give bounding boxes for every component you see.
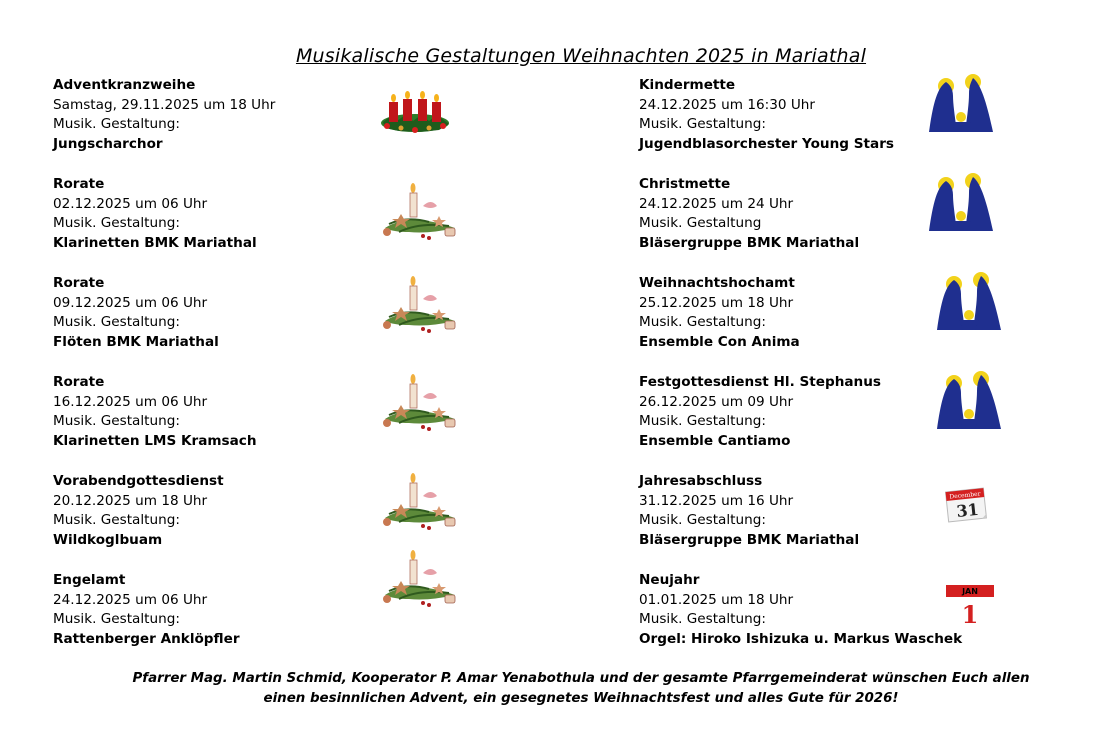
event-date: 02.12.2025 um 06 Uhr (53, 195, 208, 212)
page-title: Musikalische Gestaltungen Weihnachten 2025 in Mariathal (295, 45, 867, 67)
calendar-month: JAN (962, 587, 978, 596)
candle-decoration-icon (379, 182, 463, 246)
event-name: Festgottesdienst Hl. Stephanus (639, 374, 881, 390)
music-label: Musik. Gestaltung: (639, 512, 766, 529)
music-group: Rattenberger Anklöpfler (53, 631, 240, 648)
event-date: 20.12.2025 um 18 Uhr (53, 492, 208, 509)
event-date: 26.12.2025 um 09 Uhr (639, 393, 794, 410)
left-event-column (53, 76, 593, 670)
event-name: Jahresabschluss (639, 473, 763, 489)
music-group: Jungscharchor (53, 136, 163, 153)
music-group: Ensemble Cantiamo (639, 433, 791, 450)
event-entry (639, 76, 1099, 175)
calendar-december-icon (943, 486, 989, 524)
music-group: Flöten BMK Mariathal (53, 334, 219, 351)
event-entry (53, 373, 593, 472)
music-label: Musik. Gestaltung: (53, 611, 180, 628)
event-name: Neujahr (639, 572, 700, 588)
footer-greeting-line: Pfarrer Mag. Martin Schmid, Kooperator P. Amar Yenabothula und der gesamte Pfarrgemeinderat wünschen Euch allen (132, 671, 1030, 686)
music-group: Bläsergruppe BMK Mariathal (639, 235, 860, 252)
event-entry (639, 175, 1099, 274)
music-label: Musik. Gestaltung: (639, 314, 766, 331)
event-date: 16.12.2025 um 06 Uhr (53, 393, 208, 410)
music-label: Musik. Gestaltung: (53, 215, 180, 232)
music-label: Musik. Gestaltung: (639, 116, 766, 133)
event-date: 01.01.2025 um 18 Uhr (639, 591, 794, 608)
nativity-icon (935, 371, 1003, 431)
event-name: Rorate (53, 374, 105, 390)
calendar-day: 1 (961, 600, 979, 627)
event-entry (53, 175, 593, 274)
event-name: Rorate (53, 176, 105, 192)
music-label: Musik. Gestaltung: (639, 611, 766, 628)
music-label: Musik. Gestaltung: (53, 512, 180, 529)
music-label: Musik. Gestaltung: (639, 413, 766, 430)
event-entry (53, 76, 593, 175)
music-group: Jugendblasorchester Young Stars (639, 136, 895, 153)
event-date: 24.12.2025 um 24 Uhr (639, 195, 794, 212)
calendar-january-icon (944, 583, 996, 627)
event-date: Samstag, 29.11.2025 um 18 Uhr (53, 96, 276, 113)
event-date: 09.12.2025 um 06 Uhr (53, 294, 208, 311)
nativity-icon (927, 173, 995, 233)
calendar-day: 31 (955, 499, 980, 521)
event-date: 25.12.2025 um 18 Uhr (639, 294, 794, 311)
event-entry (639, 472, 1099, 571)
event-name: Kindermette (639, 77, 736, 93)
event-name: Vorabendgottesdienst (53, 473, 224, 489)
candle-decoration-icon (379, 472, 463, 536)
event-name: Adventkranzweihe (53, 77, 196, 93)
event-name: Christmette (639, 176, 731, 192)
event-date: 31.12.2025 um 16 Uhr (639, 492, 794, 509)
event-entry (53, 274, 593, 373)
event-entry (53, 571, 593, 670)
nativity-icon (927, 74, 995, 134)
event-entry (53, 472, 593, 571)
event-date: 24.12.2025 um 06 Uhr (53, 591, 208, 608)
music-label: Musik. Gestaltung: (53, 314, 180, 331)
footer-greeting-line: einen besinnlichen Advent, ein gesegnetes Weihnachtsfest und alles Gute für 2026! (263, 691, 899, 706)
music-label: Musik. Gestaltung (639, 215, 762, 232)
event-entry (639, 274, 1099, 373)
event-name: Engelamt (53, 572, 126, 588)
candle-decoration-icon (379, 549, 463, 613)
music-label: Musik. Gestaltung: (53, 116, 180, 133)
calendar-month: December (949, 490, 981, 501)
music-group: Orgel: Hiroko Ishizuka u. Markus Waschek (639, 631, 963, 648)
music-group: Klarinetten BMK Mariathal (53, 235, 257, 252)
music-group: Ensemble Con Anima (639, 334, 800, 351)
event-name: Rorate (53, 275, 105, 291)
candle-decoration-icon (379, 373, 463, 437)
nativity-icon (935, 272, 1003, 332)
music-group: Klarinetten LMS Kramsach (53, 433, 257, 450)
advent-wreath-icon (379, 90, 451, 134)
event-name: Weihnachtshochamt (639, 275, 795, 291)
event-entry (639, 373, 1099, 472)
right-event-column (639, 76, 1099, 670)
event-date: 24.12.2025 um 16:30 Uhr (639, 96, 815, 113)
candle-decoration-icon (379, 275, 463, 339)
event-entry (639, 571, 1099, 670)
music-label: Musik. Gestaltung: (53, 413, 180, 430)
music-group: Wildkoglbuam (53, 532, 163, 549)
music-group: Bläsergruppe BMK Mariathal (639, 532, 860, 549)
